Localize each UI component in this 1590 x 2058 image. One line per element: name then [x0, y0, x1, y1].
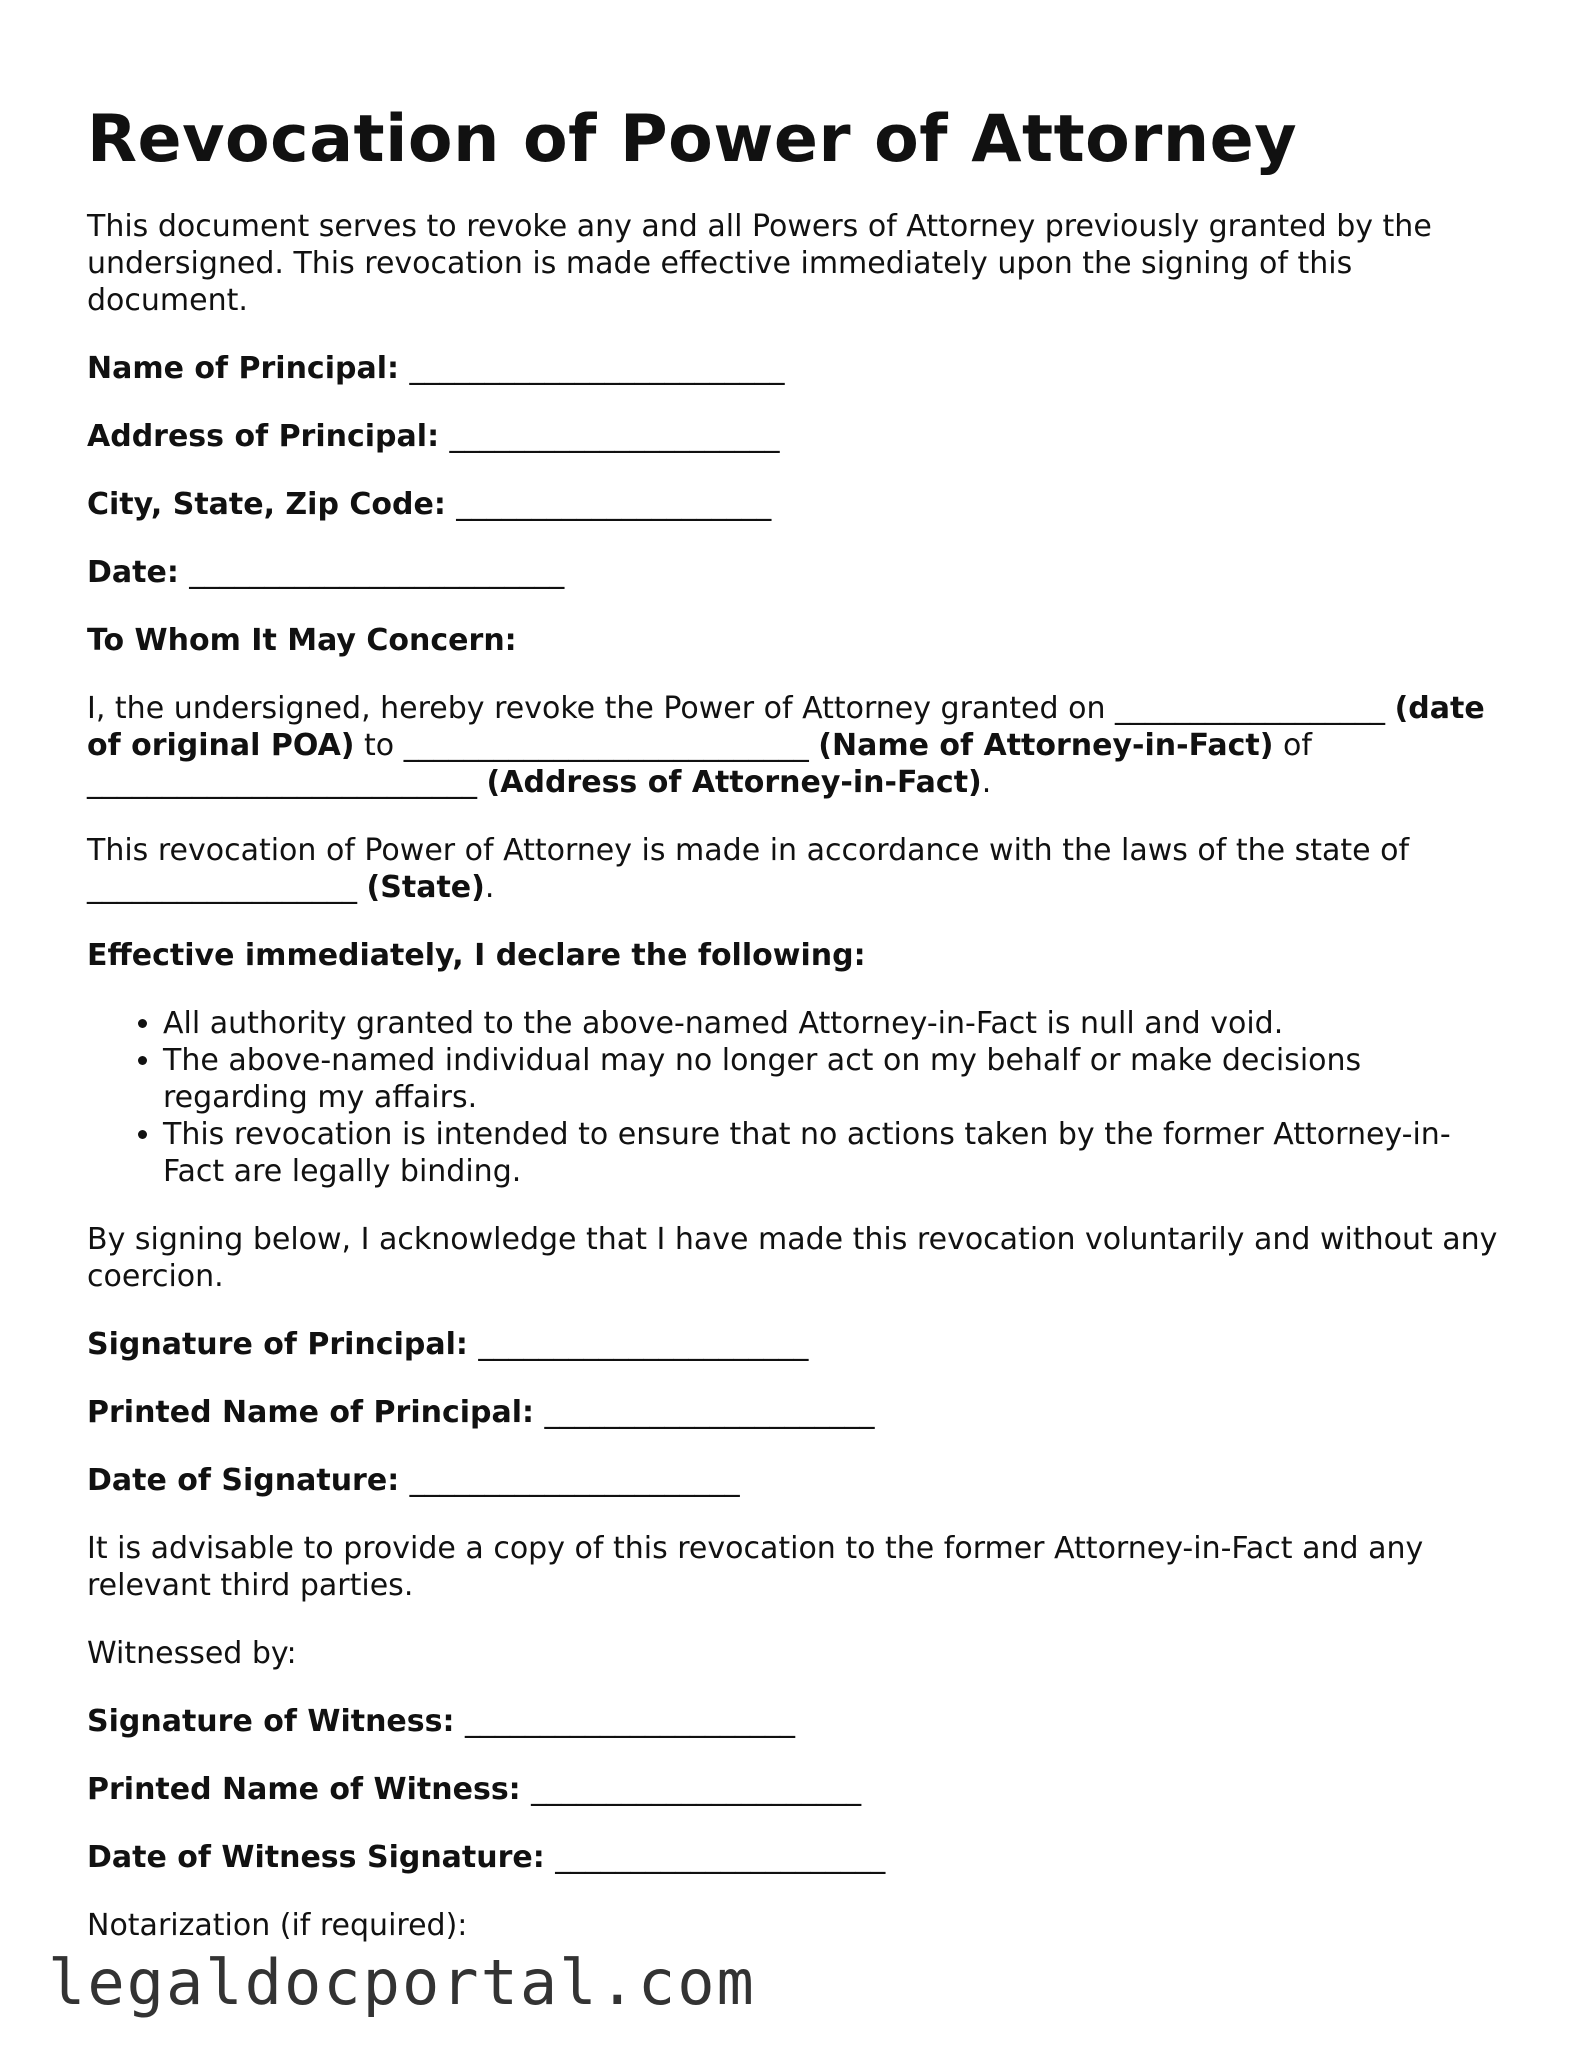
field-blank[interactable]: ______________________: [409, 1463, 740, 1498]
field-blank[interactable]: ______________________: [464, 1704, 795, 1739]
revoke-text: to: [364, 728, 395, 763]
list-item: • This revocation is intended to ensure that no actions taken by the former Attorney-in-Fact are legally binding.: [163, 1116, 1507, 1190]
declarations-list: [87, 1005, 1507, 1190]
original-poa-date-label: (date of original POA): [87, 691, 1485, 763]
field-label: Date:: [87, 555, 179, 590]
field-blank[interactable]: ______________________: [478, 1327, 809, 1362]
principal-signature-field: [87, 1326, 1507, 1363]
field-label: Name of Principal:: [87, 351, 399, 386]
document-page: [87, 100, 1507, 1975]
field-label: Address of Principal:: [87, 419, 440, 454]
witness-printed-name-field: [87, 1771, 1507, 1808]
salutation: To Whom It May Concern:: [87, 623, 517, 658]
state-text: This revocation of Power of Attorney is made in accordance with the laws of the state of: [87, 833, 1410, 868]
field-label: Signature of Witness:: [87, 1704, 455, 1739]
declare-heading: Effective immediately, I declare the following:: [87, 938, 866, 973]
field-blank[interactable]: ______________________: [555, 1840, 886, 1875]
field-label: City, State, Zip Code:: [87, 487, 446, 522]
advisory-paragraph: It is advisable to provide a copy of this revocation to the former Attorney-in-Fact and any relevant third parties.: [87, 1531, 1424, 1603]
signature-date-field: [87, 1462, 1507, 1499]
revoke-text: I, the undersigned, hereby revoke the Power of Attorney granted on: [87, 691, 1106, 726]
acknowledgment-paragraph: By signing below, I acknowledge that I have made this revocation voluntarily and without any coercion.: [87, 1222, 1498, 1294]
watermark: legaldocportal.com: [48, 1946, 756, 2019]
field-blank[interactable]: ______________________: [531, 1772, 862, 1807]
field-blank[interactable]: _____________________: [456, 487, 772, 522]
state-statement: [87, 832, 1507, 906]
state-blank[interactable]: __________________: [87, 870, 357, 905]
principal-address-field: [87, 418, 1507, 455]
field-blank[interactable]: ______________________: [544, 1395, 875, 1430]
field-blank[interactable]: _________________________: [409, 351, 785, 386]
intro-paragraph: This document serves to revoke any and all Powers of Attorney previously granted by the undersigned. This revocation is made effective immediately upon the signing of this document.: [87, 209, 1432, 318]
field-label: Date of Witness Signature:: [87, 1840, 545, 1875]
principal-name-field: [87, 350, 1507, 387]
attorney-name-blank[interactable]: ___________________________: [403, 728, 809, 763]
revoke-text: .: [981, 765, 992, 800]
revoke-text: of: [1282, 728, 1312, 763]
original-poa-date-blank[interactable]: __________________: [1115, 691, 1386, 726]
field-label: Signature of Principal:: [87, 1327, 468, 1362]
list-item: • The above-named individual may no longer act on my behalf or make decisions regarding my affairs.: [163, 1042, 1507, 1116]
field-label: Printed Name of Principal:: [87, 1395, 535, 1430]
field-blank[interactable]: _________________________: [189, 555, 565, 590]
state-text: .: [484, 870, 495, 905]
document-title: Revocation of Power of Attorney: [87, 102, 1298, 177]
field-label: Date of Signature:: [87, 1463, 400, 1498]
witnessed-by: Witnessed by:: [87, 1636, 297, 1671]
date-field: [87, 554, 1507, 591]
state-label: (State): [366, 870, 485, 905]
attorney-address-blank[interactable]: __________________________: [87, 765, 477, 800]
principal-printed-name-field: [87, 1394, 1507, 1431]
field-blank[interactable]: ______________________: [449, 419, 780, 454]
witness-signature-field: [87, 1703, 1507, 1740]
principal-city-state-zip-field: [87, 486, 1507, 523]
attorney-name-label: (Name of Attorney-in-Fact): [818, 728, 1274, 763]
notarization-label: Notarization (if required):: [87, 1908, 468, 1943]
field-label: Printed Name of Witness:: [87, 1772, 521, 1807]
list-item: • All authority granted to the above-named Attorney-in-Fact is null and void.: [163, 1005, 1507, 1042]
attorney-address-label: (Address of Attorney-in-Fact): [486, 765, 982, 800]
witness-date-field: [87, 1839, 1507, 1876]
revoke-statement: [87, 690, 1507, 801]
